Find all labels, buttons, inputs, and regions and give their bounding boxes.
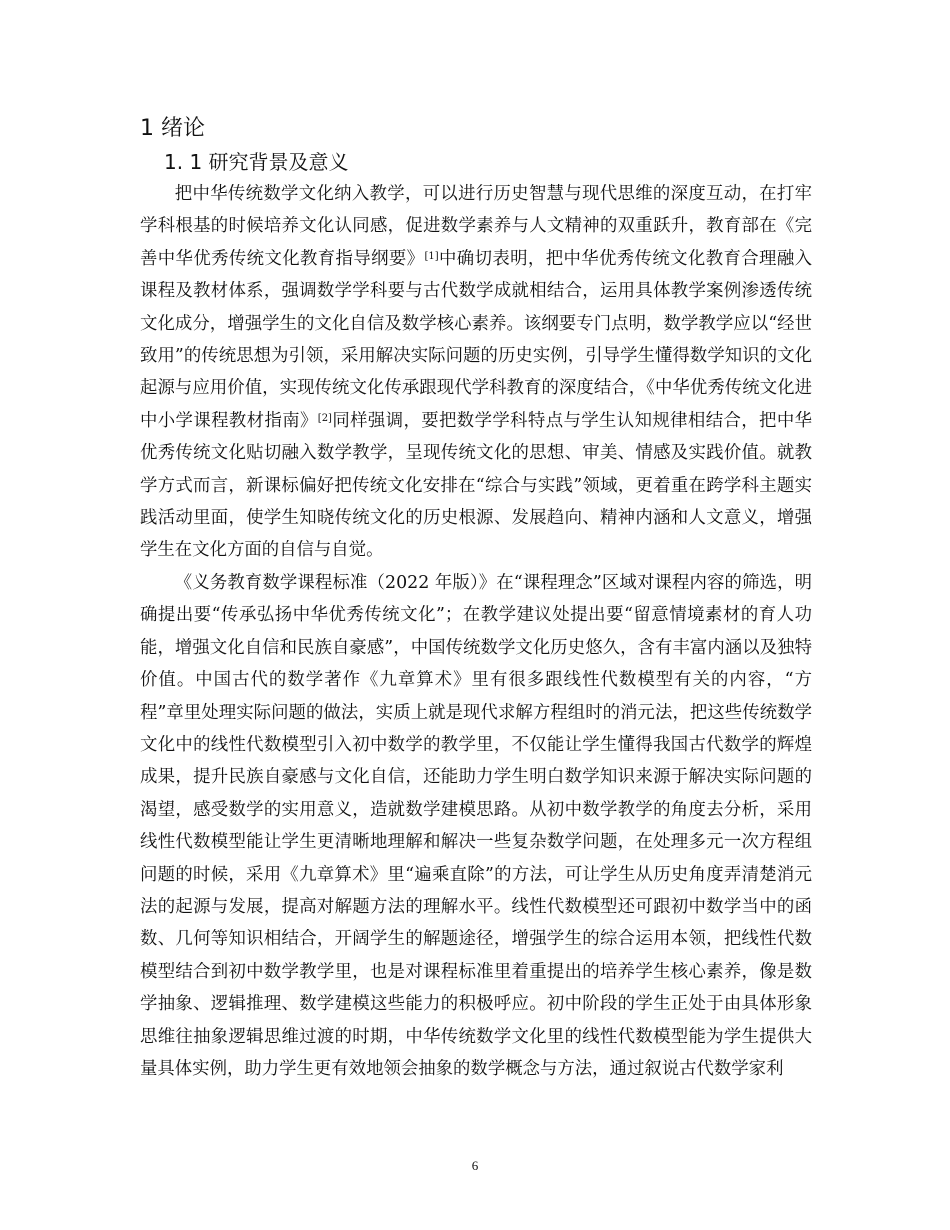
- page-content: [140, 112, 812, 1085]
- citation-ref-1[interactable]: [1]: [424, 250, 439, 262]
- section-heading: 1. 1 研究背景及意义: [164, 150, 349, 174]
- paragraph-2: 《义务教育数学课程标准（2022 年版）》在“课程理念”区域对课程内容的筛选，明确提出要“传承弘扬中华优秀传统文化”；在教学建议处提出要“留意情境素材的育人功能，增强文化自信和民族自豪感”，中国传统数学文化历史悠久，含有丰富内涵以及独特价值。中国古代的数学著作《九章算术》里有很多跟线性代数模型有关的内容，“方程”章里处理实际问题的做法，实质上就是现代求解方程组时的消元法，把这些传统数学文化中的线性代数模型引入初中数学的教学里，不仅能让学生懂得我国古代数学的辉煌成果，提升民族自豪感与文化自信，还能助力学生明白数学知识来源于解决实际问题的渴望，感受数学的实用意义，造就数学建模思路。从初中数学教学的角度去分析，采用线性代数模型能让学生更清晰地理解和解决一些复杂数学问题，在处理多元一次方程组问题的时候，采用《九章算术》里“遍乘直除”的方法，可让学生从历史角度弄清楚消元法的起源与发展，提高对解题方法的理解水平。线性代数模型还可跟初中数学当中的函数、几何等知识相结合，开阔学生的解题途径，增强学生的综合运用本领，把线性代数模型结合到初中数学教学里，也是对课程标准里着重提出的培养学生核心素养，像是数学抽象、逻辑推理、数学建模这些能力的积极呼应。初中阶段的学生正处于由具体形象思维往抽象逻辑思维过渡的时期，中华传统数学文化里的线性代数模型能为学生提供大量具体实例，助力学生更有效地领会抽象的数学概念与方法，通过叙说古代数学家利: [140, 572, 812, 1079]
- chapter-heading: 1 绪论: [140, 116, 205, 141]
- paragraph-1-text-a: 把中华传统数学文化纳入教学，可以进行历史智慧与现代思维的深度互动，在打牢学科根基的时候培养文化认同感，促进数学素养与人文精神的双重跃升，教育部在《完善中华优秀传统文化教育指导纲要》: [140, 184, 812, 269]
- paragraph-1-text-c: 同样强调，要把数学学科特点与学生认知规律相结合，把中华优秀传统文化贴切融入数学教学，呈现传统文化的思想、审美、情感及实践价值。就教学方式而言，新课标偏好把传统文化安排在“综合与实践”领域，更着重在跨学科主题实践活动里面，使学生知晓传统文化的历史根源、发展趋向、精神内涵和人文意义，增强学生在文化方面的自信与自觉。: [140, 410, 812, 561]
- paragraph-1: [140, 178, 812, 567]
- paragraph-1-text-b: 中确切表明，把中华优秀传统文化教育合理融入课程及教材体系，强调数学学科要与古代数学成就相结合，运用具体教学案例渗透传统文化成分，增强学生的文化自信及数学核心素养。该纲要专门点明，数学教学应以“经世致用”的传统思想为引领，采用解决实际问题的历史实例，引导学生懂得数学知识的文化起源与应用价值，实现传统文化传承跟现代学科教育的深度结合，《中华优秀传统文化进中小学课程教材指南》: [140, 248, 812, 431]
- citation-ref-2[interactable]: [2]: [317, 412, 332, 424]
- page-number: 6: [471, 1158, 479, 1173]
